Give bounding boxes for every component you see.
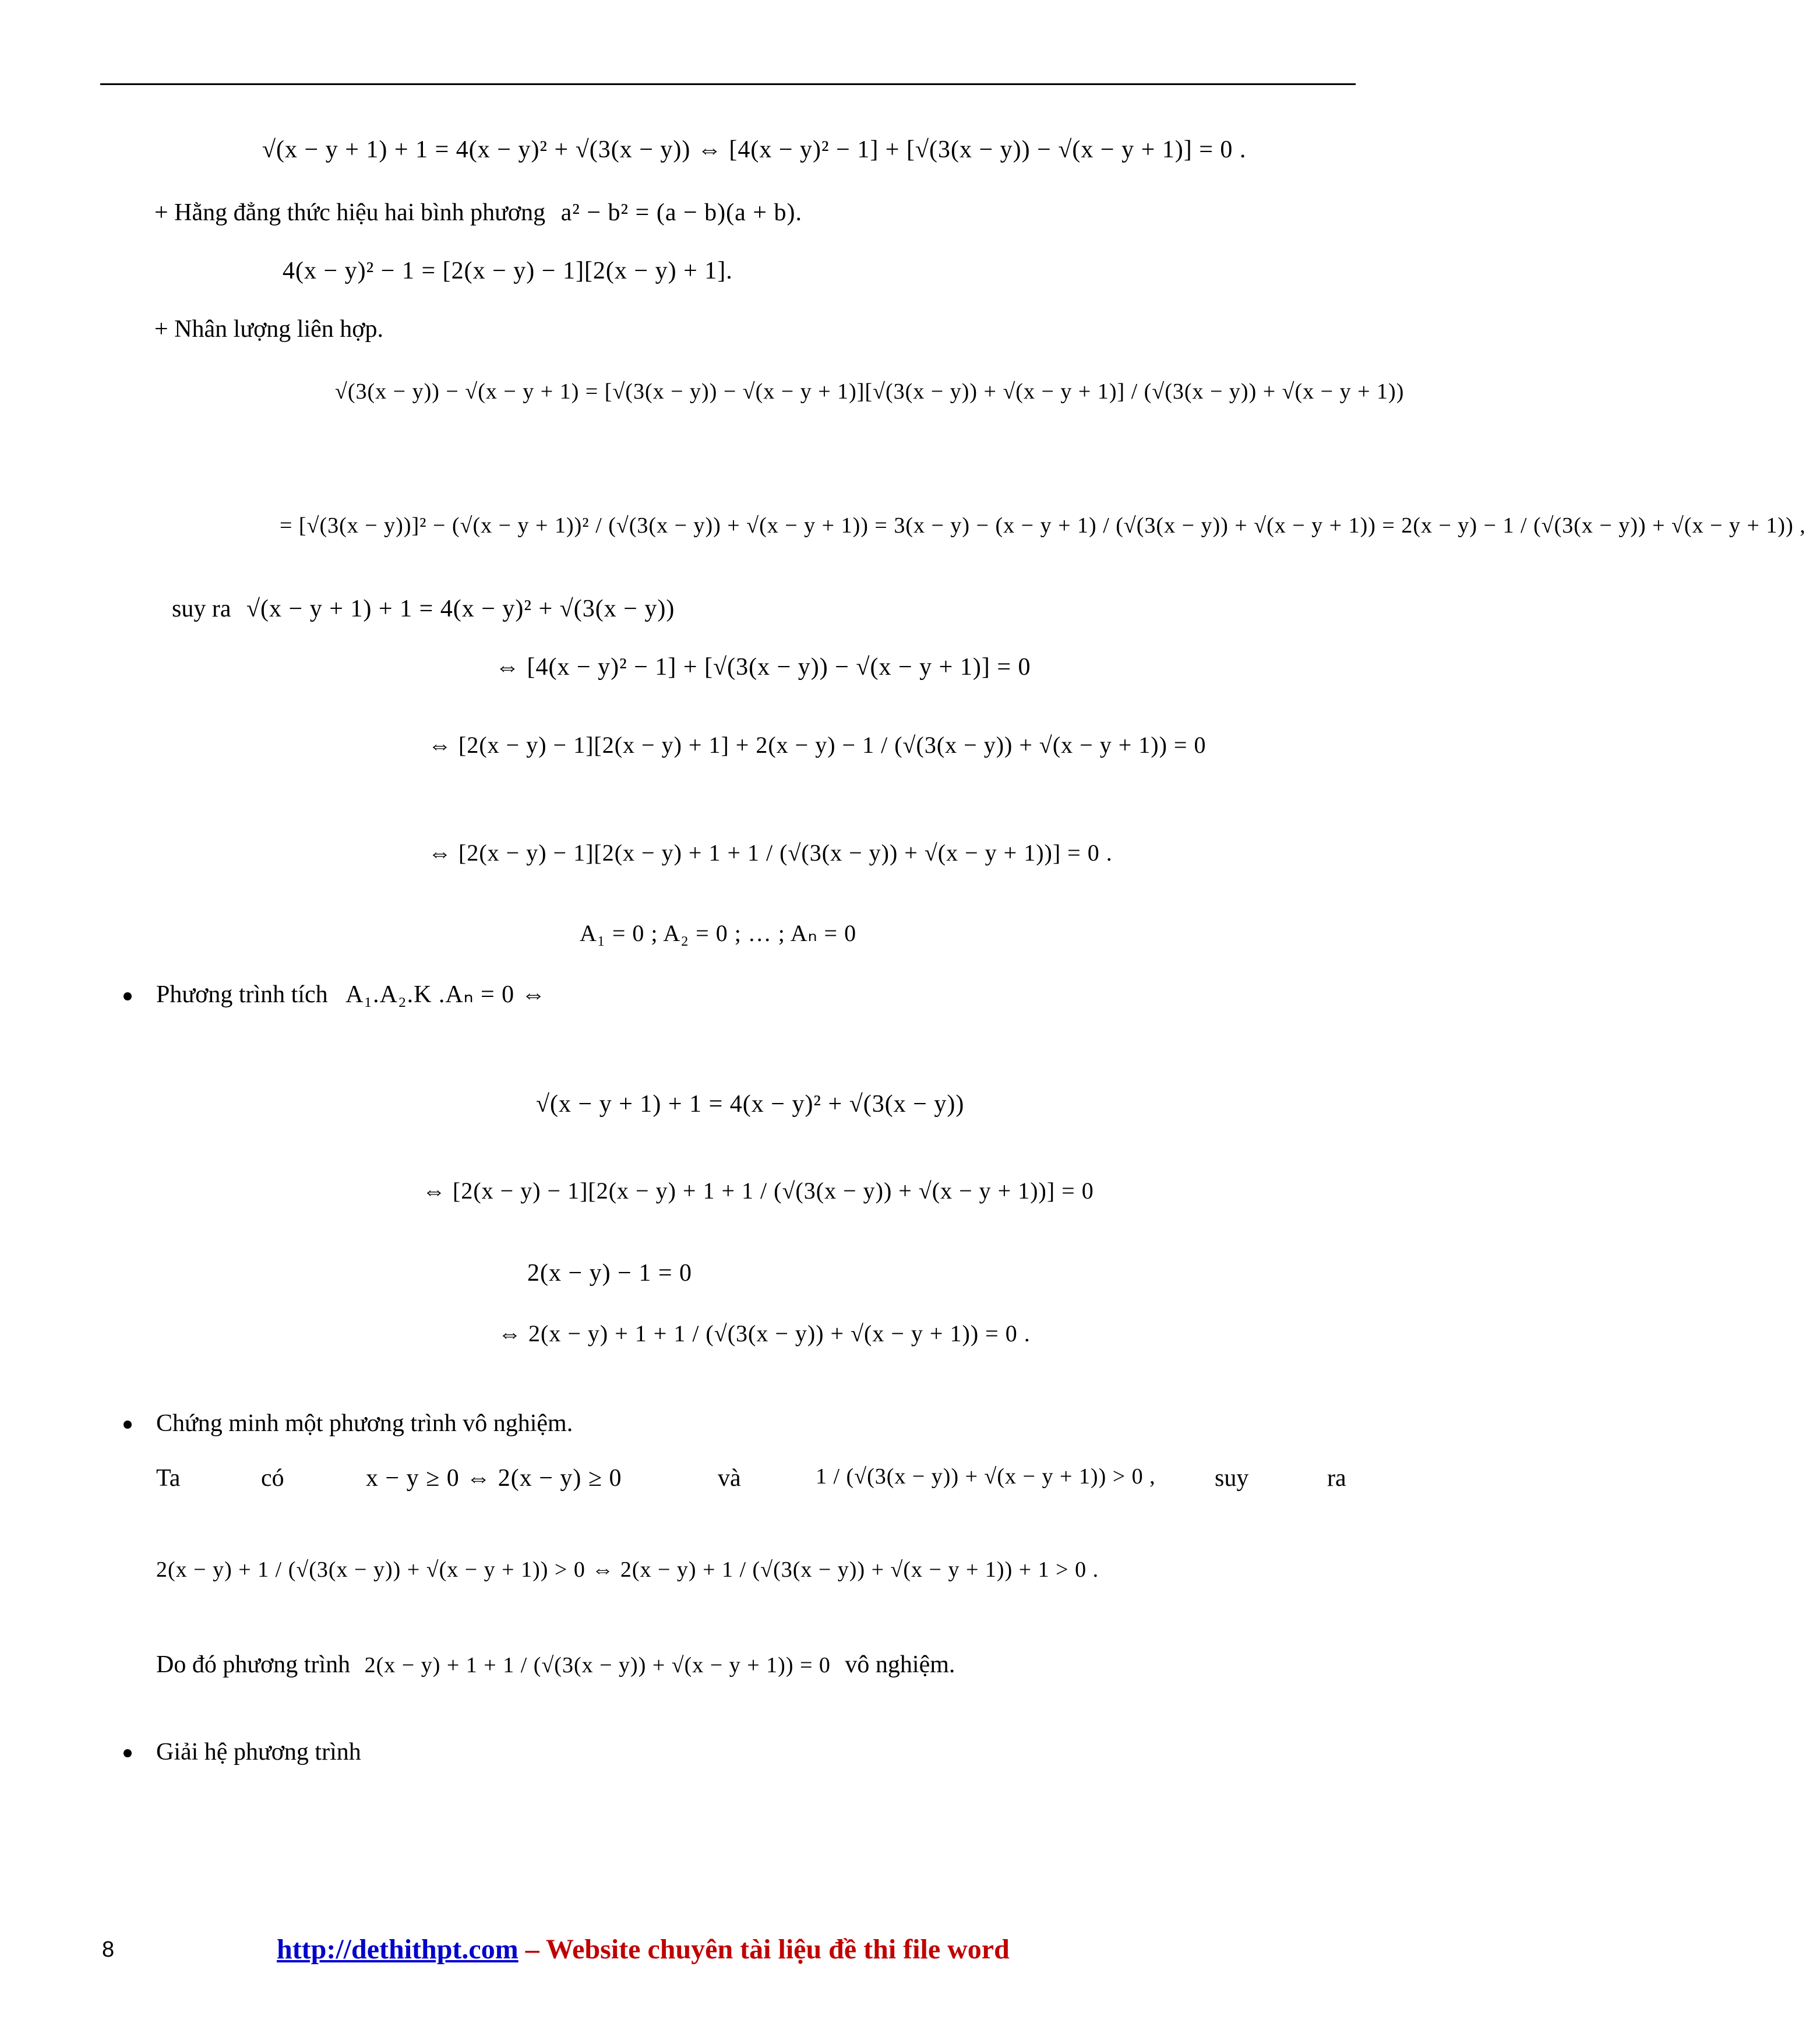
equation-6: ⇔ [2(x − y) − 1][2(x − y) + 1] + 2(x − y) − 1 / (√(3(x − y)) + √(x − y + 1)) = 0 <box>428 732 1207 758</box>
do-do-text: Do đó phương trình <box>156 1651 351 1678</box>
conjugate-heading: + Nhân lượng liên hợp. <box>154 316 383 343</box>
equation-2: 4(x − y)² − 1 = [2(x − y) − 1][2(x − y) + 1]. <box>283 258 733 284</box>
header-rule <box>100 83 1356 85</box>
suy-word: suy <box>1215 1465 1249 1492</box>
bullet-3 <box>124 1749 132 1757</box>
suy-ra-line <box>172 594 675 623</box>
ta-co-formula: x − y ≥ 0 ⇔ 2(x − y) ≥ 0 <box>366 1465 622 1492</box>
product-equation-system: A₁ = 0 ; A₂ = 0 ; … ; Aₙ = 0 <box>580 920 857 946</box>
product-equation-text: Phương trình tích <box>156 981 328 1008</box>
va-word: và <box>718 1465 741 1492</box>
equation-3: √(3(x − y)) − √(x − y + 1) = [√(3(x − y)) − √(x − y + 1)][√(3(x − y)) + √(x − y + 1)] / (√(3(x − y)) + √(x − y + 1)) <box>335 379 1405 404</box>
prove-no-solution: Chứng minh một phương trình vô nghiệm. <box>156 1410 573 1437</box>
footer-link[interactable]: http://dethithpt.com <box>277 1934 518 1965</box>
bullet-2 <box>124 1421 132 1429</box>
equation-7: ⇔ [2(x − y) − 1][2(x − y) + 1 + 1 / (√(3(x − y)) + √(x − y + 1))] = 0 . <box>428 840 1113 866</box>
ta-co-word: Ta <box>156 1465 181 1492</box>
product-equation-formula: A₁.A₂.K .Aₙ = 0 ⇔ <box>345 981 546 1008</box>
do-do-line <box>156 1650 955 1679</box>
equation-12: 2(x − y) + 1 / (√(3(x − y)) + √(x − y + 1)) > 0 ⇔ 2(x − y) + 1 / (√(3(x − y)) + √(x − y + 1)) + 1 > 0 . <box>156 1557 1099 1582</box>
equation-1: √(x − y + 1) + 1 = 4(x − y)² + √(3(x − y)) ⇔ [4(x − y)² − 1] + [√(3(x − y)) − √(x − y + 1)] = 0 . <box>262 136 1247 163</box>
equation-4: = [√(3(x − y))]² − (√(x − y + 1))² / (√(3(x − y)) + √(x − y + 1)) = 3(x − y) − (x − y + 1) / (√(3(x − y)) + √(x − y + 1)) = 2(x − y) − 1 / (√(3(x − y)) + √(x − y + 1)) , <box>280 513 1806 538</box>
identity-text: + Hằng đẳng thức hiệu hai bình phương <box>154 199 546 226</box>
do-do-formula: 2(x − y) + 1 + 1 / (√(3(x − y)) + √(x − y + 1)) = 0 <box>364 1653 831 1678</box>
suy-ra-text: suy ra <box>172 595 231 622</box>
equation-5: ⇔ [4(x − y)² − 1] + [√(3(x − y)) − √(x − y + 1)] = 0 <box>495 654 1031 681</box>
product-equation-line <box>156 980 546 1009</box>
page-number: 8 <box>102 1937 115 1962</box>
bullet-1 <box>124 992 132 1000</box>
identity-heading <box>154 198 802 227</box>
solve-system-heading: Giải hệ phương trình <box>156 1739 361 1765</box>
footer <box>277 1933 1010 1965</box>
equation-9: ⇔ [2(x − y) − 1][2(x − y) + 1 + 1 / (√(3(x − y)) + √(x − y + 1))] = 0 <box>422 1178 1094 1204</box>
vo-nghiem-text: vô nghiệm. <box>845 1651 955 1678</box>
suy-ra-formula: √(x − y + 1) + 1 = 4(x − y)² + √(3(x − y)) <box>246 595 675 622</box>
ra-word: ra <box>1327 1465 1346 1492</box>
equation-11: ⇔ 2(x − y) + 1 + 1 / (√(3(x − y)) + √(x − y + 1)) = 0 . <box>498 1320 1031 1347</box>
ta-co-fraction: 1 / (√(3(x − y)) + √(x − y + 1)) > 0 , <box>816 1464 1156 1489</box>
co-word: có <box>261 1465 284 1492</box>
equation-8: √(x − y + 1) + 1 = 4(x − y)² + √(3(x − y)) <box>536 1091 965 1118</box>
footer-tagline: – Website chuyên tài liệu đề thi file word <box>518 1934 1010 1965</box>
equation-10: 2(x − y) − 1 = 0 <box>527 1260 693 1287</box>
identity-formula: a² − b² = (a − b)(a + b). <box>560 199 802 226</box>
